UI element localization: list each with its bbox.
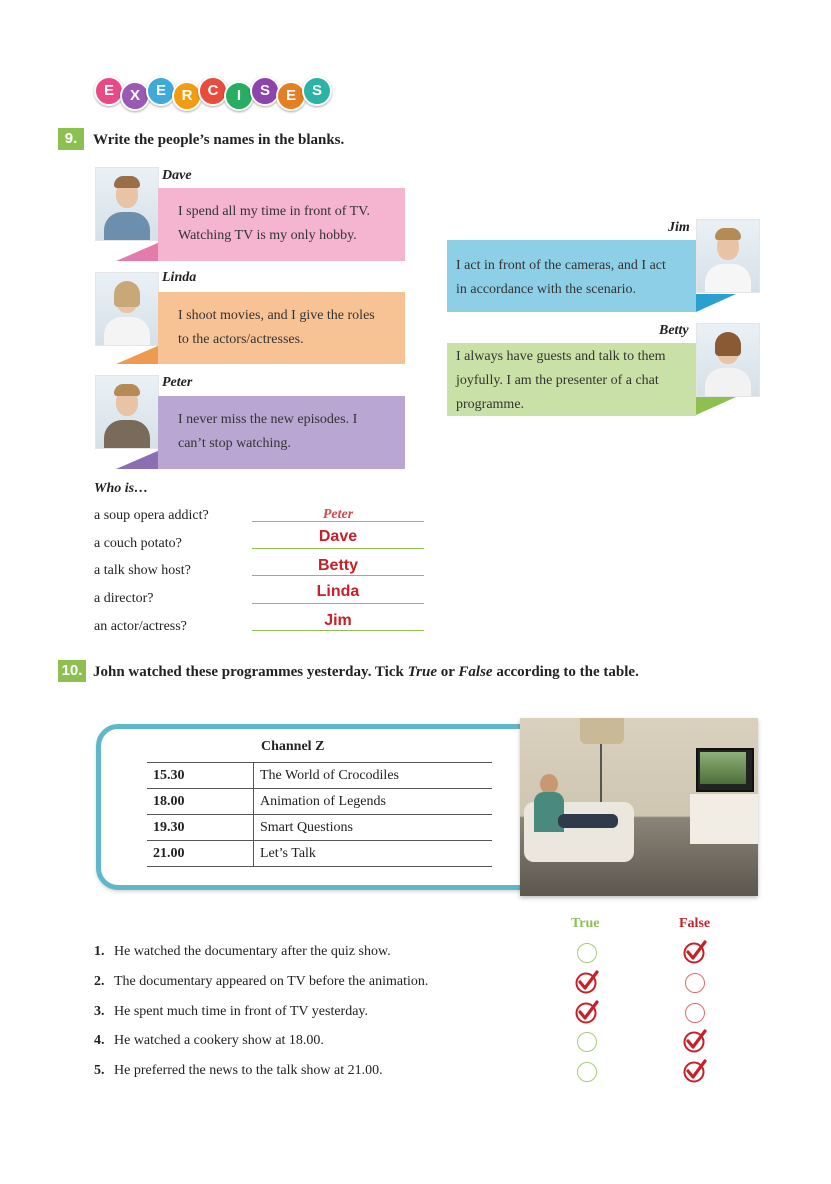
bubble-tail (696, 397, 736, 415)
tick-mark-icon[interactable] (682, 1058, 708, 1089)
bubble-tail (696, 294, 736, 312)
table-row (147, 841, 492, 867)
tick-mark-icon[interactable] (682, 939, 708, 970)
answer: Linda (316, 583, 360, 600)
speech-bubble-betty (447, 343, 696, 416)
false-option-circle[interactable] (685, 973, 705, 993)
tick-mark-icon[interactable] (574, 969, 600, 1000)
bubble-tail (116, 345, 160, 364)
photo-dave (95, 167, 159, 241)
statement (94, 1063, 383, 1079)
logo-letter: E (146, 76, 176, 106)
bubble-line: I never miss the new episodes. I (178, 412, 358, 427)
person-name: Betty (659, 323, 689, 338)
programme-cell: Smart Questions (254, 815, 493, 841)
instruction-text: according to the table. (492, 664, 639, 680)
question: a director? (94, 591, 154, 606)
logo-letter: E (94, 76, 124, 106)
exercise-instruction (93, 664, 639, 681)
exercise-number: 9. (58, 128, 84, 150)
instruction-text: John watched these programmes yesterday. Tick (93, 664, 408, 680)
answer: Jim (324, 612, 352, 629)
question: an actor/actress? (94, 619, 187, 634)
answer-line (252, 630, 424, 631)
instruction-true: True (407, 664, 438, 680)
statement-text: The documentary appeared on TV before the animation. (114, 974, 429, 989)
schedule-card (96, 724, 546, 890)
statement-text: He watched the documentary after the quiz show. (114, 944, 391, 959)
speech-bubble-jim (447, 240, 696, 312)
table-row (147, 789, 492, 815)
tick-mark-icon[interactable] (574, 999, 600, 1030)
speech-bubble-dave (158, 188, 405, 261)
false-option-circle[interactable] (685, 1003, 705, 1023)
answer-line (252, 548, 424, 549)
statement (94, 1033, 324, 1049)
logo-letter: X (120, 81, 150, 111)
false-column-header: False (679, 916, 711, 931)
true-column-header: True (571, 916, 600, 931)
photo-betty (696, 323, 760, 397)
schedule-table (147, 762, 492, 867)
statement-text: He watched a cookery show at 18.00. (114, 1033, 324, 1048)
bubble-line: in accordance with the scenario. (456, 282, 636, 297)
programme-cell: The World of Crocodiles (254, 763, 493, 789)
tick-mark-icon[interactable] (682, 1028, 708, 1059)
true-option-circle[interactable] (577, 1032, 597, 1052)
statement-text: He preferred the news to the talk show at 21.00. (114, 1063, 383, 1078)
exercise-instruction: Write the people’s names in the blanks. (93, 132, 345, 148)
answer-line (252, 603, 424, 604)
person-name: Peter (162, 375, 193, 390)
programme-cell: Let’s Talk (254, 841, 493, 867)
bubble-line: Watching TV is my only hobby. (178, 228, 357, 243)
time-cell: 19.30 (147, 815, 254, 841)
statement (94, 974, 428, 990)
bubble-line: I spend all my time in front of TV. (178, 204, 370, 219)
photo-jim (696, 219, 760, 293)
person-name: Jim (668, 220, 690, 235)
instruction-text: or (437, 664, 459, 680)
answer-line (252, 575, 424, 576)
logo-letter: R (172, 81, 202, 111)
logo-letter: S (250, 76, 280, 106)
time-cell: 18.00 (147, 789, 254, 815)
statement-number: 1. (94, 944, 105, 959)
exercises-logo (94, 72, 328, 108)
time-cell: 15.30 (147, 763, 254, 789)
programme-cell: Animation of Legends (254, 789, 493, 815)
photo-peter (95, 375, 159, 449)
answer-line (252, 521, 424, 522)
bubble-line: to the actors/actresses. (178, 332, 304, 347)
living-room-photo (520, 718, 758, 896)
bubble-tail (116, 242, 160, 261)
instruction-false: False (458, 664, 493, 680)
statement-text: He spent much time in front of TV yesterday. (114, 1004, 369, 1019)
person-name: Linda (162, 270, 197, 285)
statement (94, 944, 391, 960)
time-cell: 21.00 (147, 841, 254, 867)
bubble-line: can’t stop watching. (178, 436, 291, 451)
bubble-line: I act in front of the cameras, and I act (456, 258, 666, 273)
speech-bubble-linda (158, 292, 405, 364)
table-row (147, 815, 492, 841)
bubble-line: I shoot movies, and I give the roles (178, 308, 375, 323)
logo-letter: I (224, 81, 254, 111)
bubble-line: programme. (456, 397, 525, 412)
question: a couch potato? (94, 536, 182, 551)
bubble-line: I always have guests and talk to them (456, 349, 666, 364)
true-option-circle[interactable] (577, 943, 597, 963)
statement-number: 4. (94, 1033, 105, 1048)
who-is-title: Who is… (94, 481, 149, 496)
answer: Peter (322, 507, 354, 522)
question: a soup opera addict? (94, 508, 209, 523)
bubble-line: joyfully. I am the presenter of a chat (456, 373, 659, 388)
person-name: Dave (162, 168, 192, 183)
table-row (147, 763, 492, 789)
statement-number: 3. (94, 1004, 105, 1019)
table-title: Channel Z (261, 739, 325, 754)
statement-number: 2. (94, 974, 105, 989)
logo-letter: C (198, 76, 228, 106)
logo-letter: E (276, 81, 306, 111)
statement-number: 5. (94, 1063, 105, 1078)
statement (94, 1004, 368, 1020)
speech-bubble-peter (158, 396, 405, 469)
true-option-circle[interactable] (577, 1062, 597, 1082)
photo-linda (95, 272, 159, 346)
answer: Dave (318, 528, 358, 545)
question: a talk show host? (94, 563, 191, 578)
logo-letter: S (302, 76, 332, 106)
bubble-tail (116, 450, 160, 469)
exercise-number: 10. (58, 660, 86, 682)
answer: Betty (317, 557, 358, 574)
